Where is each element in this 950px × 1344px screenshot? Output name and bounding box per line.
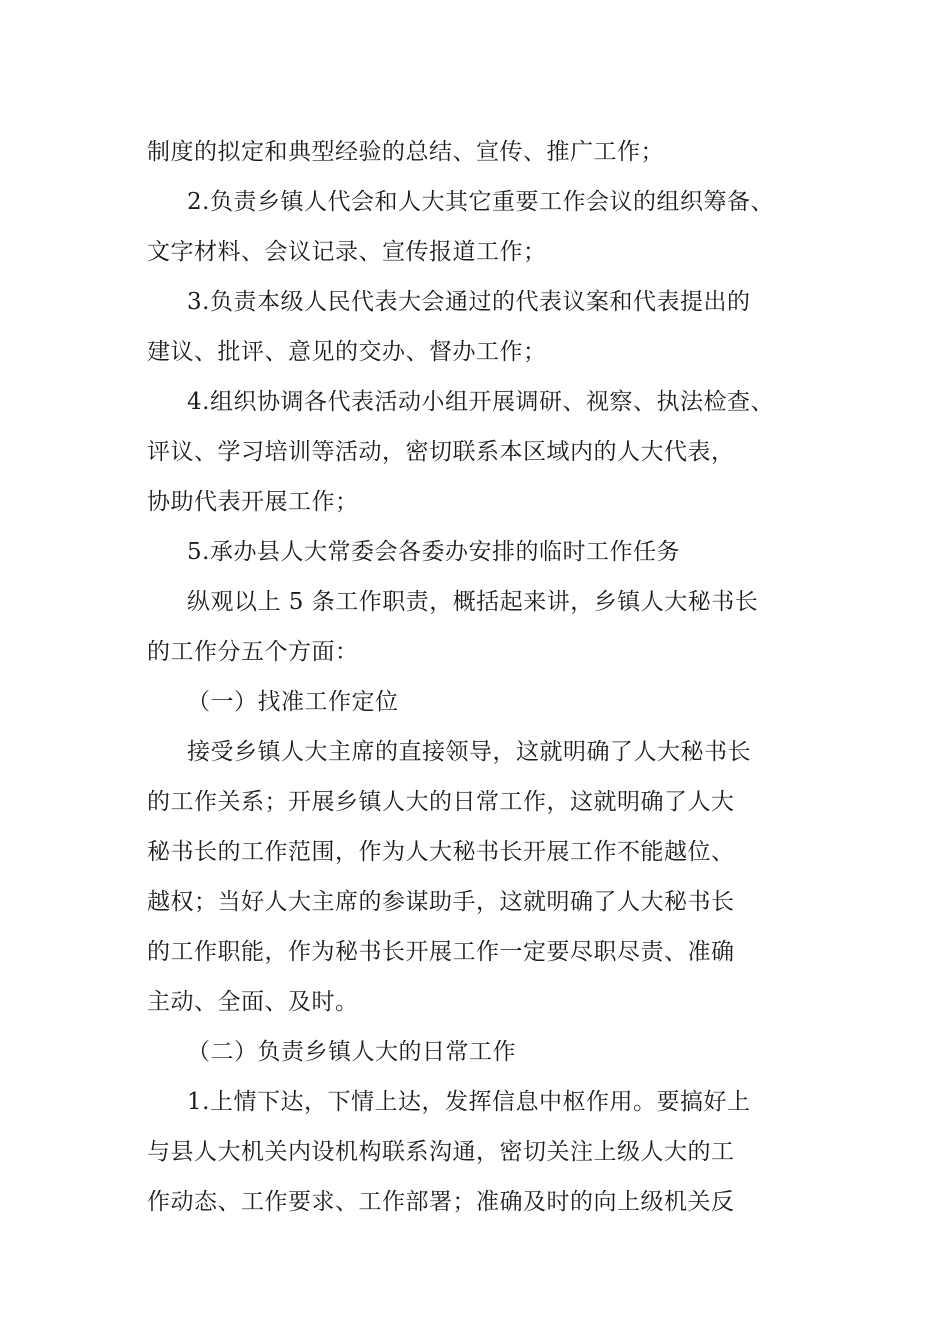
paragraph-line: 文字材料、会议记录、宣传报道工作； <box>147 239 547 265</box>
paragraph-line: 与县人大机关内设机构联系沟通，密切关注上级人大的工 <box>147 1139 735 1165</box>
paragraph-line: 5.承办县人大常委会各委办安排的临时工作任务 <box>187 539 680 565</box>
paragraph-line: 的工作关系；开展乡镇人大的日常工作，这就明确了人大 <box>147 789 735 815</box>
paragraph-line: 的工作分五个方面： <box>147 639 359 665</box>
section-heading: （二）负责乡镇人大的日常工作 <box>187 1039 516 1065</box>
paragraph-line: 的工作职能，作为秘书长开展工作一定要尽职尽责、准确 <box>147 939 735 965</box>
paragraph-line: 接受乡镇人大主席的直接领导，这就明确了人大秘书长 <box>187 739 751 765</box>
paragraph-line: 协助代表开展工作； <box>147 489 359 515</box>
paragraph-line: 评议、学习培训等活动，密切联系本区域内的人大代表， <box>147 439 735 465</box>
paragraph-line: 作动态、工作要求、工作部署；准确及时的向上级机关反 <box>147 1189 735 1215</box>
paragraph-line: 2.负责乡镇人代会和人大其它重要工作会议的组织筹备、 <box>187 189 774 215</box>
paragraph-line: 4.组织协调各代表活动小组开展调研、视察、执法检查、 <box>187 389 774 415</box>
paragraph-line: 主动、全面、及时。 <box>147 989 359 1015</box>
section-heading: （一）找准工作定位 <box>187 689 399 715</box>
paragraph-line: 制度的拟定和典型经验的总结、宣传、推广工作； <box>147 139 664 165</box>
paragraph-line: 纵观以上 5 条工作职责，概括起来讲，乡镇人大秘书长 <box>187 589 759 615</box>
paragraph-line: 秘书长的工作范围，作为人大秘书长开展工作不能越位、 <box>147 839 735 865</box>
paragraph-line: 3.负责本级人民代表大会通过的代表议案和代表提出的 <box>187 289 751 315</box>
paragraph-line: 越权；当好人大主席的参谋助手，这就明确了人大秘书长 <box>147 889 735 915</box>
paragraph-line: 1.上情下达，下情上达，发挥信息中枢作用。要搞好上 <box>187 1089 751 1115</box>
paragraph-line: 建议、批评、意见的交办、督办工作； <box>147 339 547 365</box>
